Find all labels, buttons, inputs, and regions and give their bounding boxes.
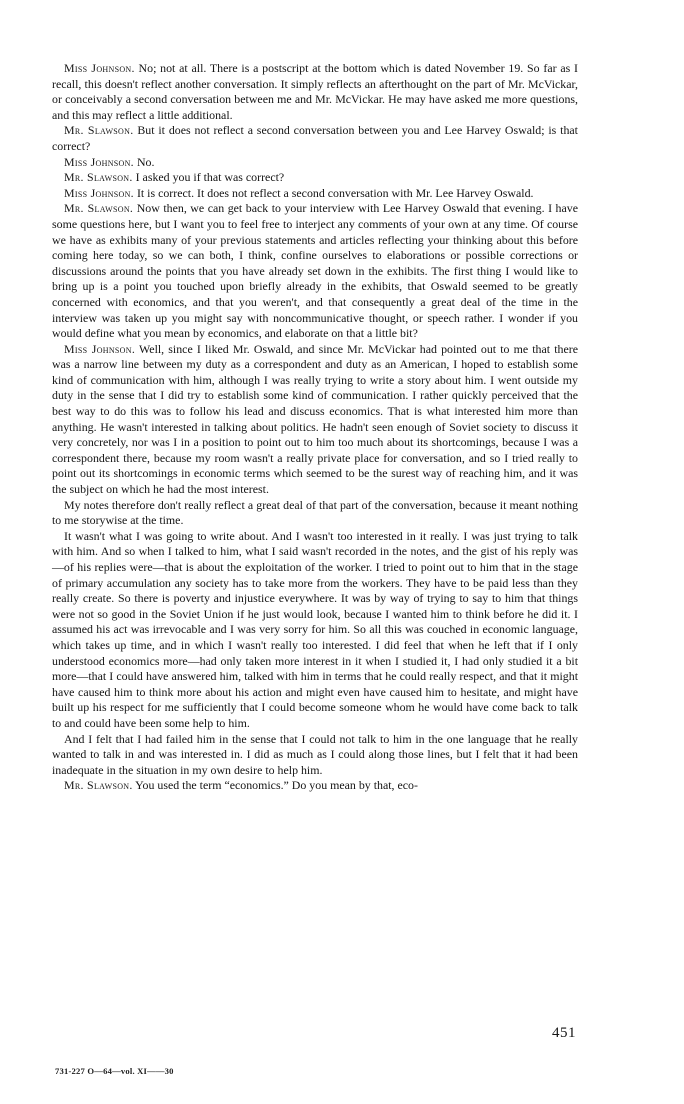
speaker-label: Mr. Slawson. xyxy=(64,778,133,793)
paragraph-text: I asked you if that was correct? xyxy=(135,170,285,185)
paragraph-text: It wasn't what I was going to write about. And I wasn't too interested in it really. I was just trying to talk with him. And so when I talked to him, what I said wasn't recorded in the notes, and the gist of his reply was—of his replies were—that is about the exploitation of the worker. I tried to point out to him that in the stage of primary accumulation any society has to take more from the workers. They have to be paid less than they really create. So there is poverty and injustice everywhere. It was by way of trying to say to him that things were not so good in the Soviet Union if he just would look, because I wanted him to think before he did it. I assumed his act was irrevocable and I was very sorry for him. So all this was couched in economic language, which takes up time, and in which I wasn't really too interested. I did feel that when he left that if I only understood economics more—had only taken more interest in it when I studied it, I had only studied it a bit more—that I could have answered him, talked with him in terms that he could really respect, and that it might have caused him to think more about his action and might even have caused him to hesitate, and might have built up his respect for me sufficiently that I could become someone whom he would have come back to talk to and could have been some help to him. xyxy=(52,528,578,730)
speaker-label: Miss Johnson. xyxy=(64,61,135,75)
testimony-text xyxy=(52,61,578,794)
paragraph-4 xyxy=(52,170,578,186)
speaker-label: Mr. Slawson. xyxy=(64,170,133,185)
paragraph-3 xyxy=(52,155,578,171)
paragraph-6 xyxy=(52,201,578,341)
paragraph-11 xyxy=(52,778,578,794)
paragraph-text: No. xyxy=(136,154,155,169)
paragraph-text: It is correct. It does not reflect a second conversation with Mr. Lee Harvey Oswald. xyxy=(136,185,534,200)
paragraph-text: My notes therefore don't really reflect a great deal of that part of the conversation, because it meant nothing to me storywise at the time. xyxy=(52,497,578,528)
paragraph-10 xyxy=(52,732,578,779)
paragraph-2 xyxy=(52,123,578,154)
speaker-label: Miss Johnson. xyxy=(64,341,136,356)
speaker-label: Miss Johnson. xyxy=(64,154,134,169)
paragraph-text: You used the term “economics.” Do you mean by that, eco- xyxy=(135,778,418,793)
paragraph-9 xyxy=(52,529,578,732)
page-number: 451 xyxy=(552,1025,576,1041)
paragraph-text: No; not at all. There is a postscript at the bottom which is dated November 19. So far as I recall, this doesn't reflect another conversation. It simply reflects an afterthought on the part of Mr. McVickar, or conceivably a second conversation between me and Mr. McVickar. He may have asked me more questions, and this may reflect a little additional. xyxy=(52,61,578,122)
paragraph-7 xyxy=(52,342,578,498)
paragraph-1 xyxy=(52,61,578,123)
paragraph-text: Well, since I liked Mr. Oswald, and since Mr. McVickar had pointed out to me that there was a narrow line between my duty as a correspondent and duty as an American, I hoped to establish some kind of communication with him, although I was really trying to write a story about him. I went outside my duty in the sense that I did try to establish some kind of communication. I rather quickly perceived that the best way to do this was to follow his lead and discuss economics. That is what interested him more than anything. He wasn't interested in talking about politics. He hadn't seen enough of Soviet society to discuss it very concretely, nor was I in a position to point out to him too much about its shortcomings, because I was a correspondent there, because my room wasn't a really private place for conversation, and so I tried really to point out its shortcomings in economic terms which seemed to be the surest way of reaching him, and it was the subject on which he had the most interest. xyxy=(52,341,578,497)
paragraph-text: Now then, we can get back to your interview with Lee Harvey Oswald that evening. I have some questions here, but I want you to feel free to interject any comments of your own at any time. Of course we have as exhibits many of your previous statements and articles reflecting your thinking about this before coming here today, so we can both, I think, confine ourselves to elaborations or possible corrections or discussions around the points that you have already set down in the exhibits. The first thing I would like to bring up is a point you touched upon briefly already in the exhibits, that Oswald seemed to be greatly concerned with economics, and that you weren't, and that consequently a great deal of the time in the interview was taken up you might say with noncommunicative thought, or speech rather. I wonder if you would define what you mean by economics, and elaborate on that a little bit? xyxy=(52,201,578,341)
speaker-label: Mr. Slawson. xyxy=(64,123,134,138)
speaker-label: Miss Johnson. xyxy=(64,185,134,200)
paragraph-text: But it does not reflect a second conversation between you and Lee Harvey Oswald; is that correct? xyxy=(52,123,578,153)
paragraph-text: And I felt that I had failed him in the sense that I could not talk to him in the one language that he really wanted to talk in and was interested in. I did as much as I could along those lines, but I felt that it had been inadequate in the situation in my own desire to help him. xyxy=(52,731,578,777)
paragraph-5 xyxy=(52,186,578,202)
footer-print-code: 731-227 O—64—vol. XI——30 xyxy=(55,1066,174,1076)
paragraph-8 xyxy=(52,498,578,529)
speaker-label: Mr. Slawson. xyxy=(64,201,134,216)
